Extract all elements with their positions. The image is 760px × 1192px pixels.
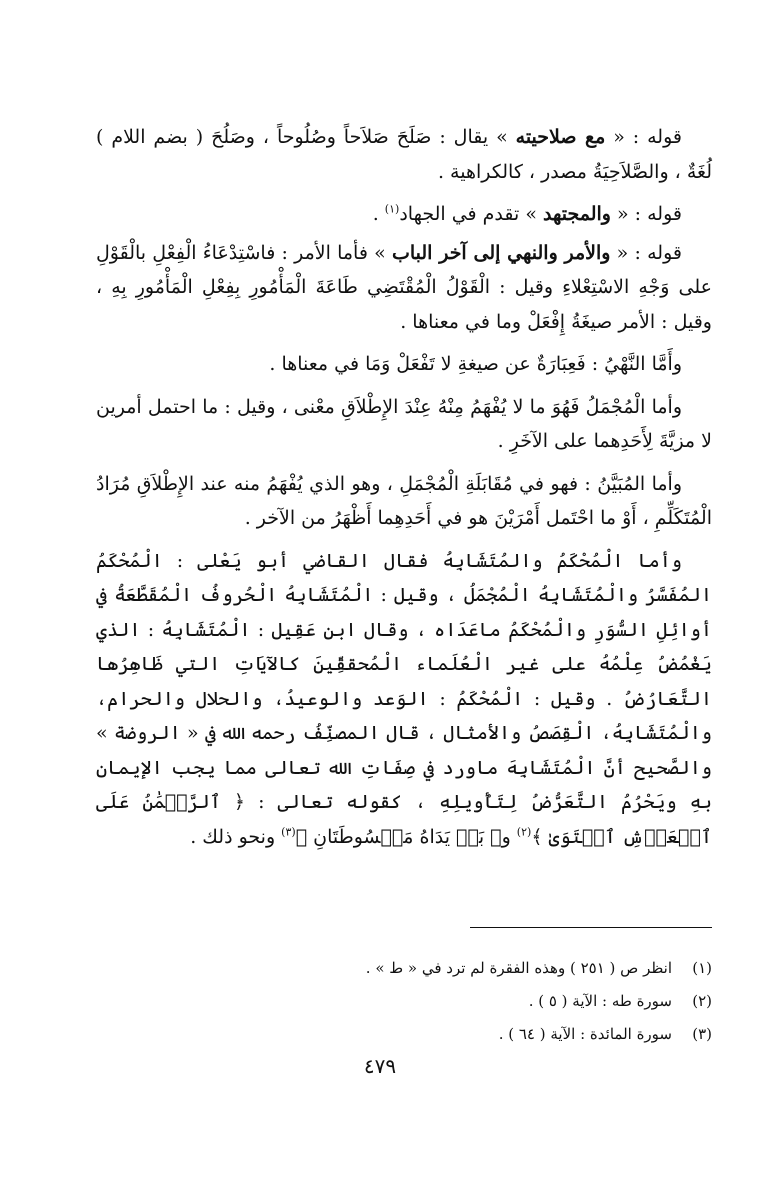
paragraph-mujmal: وأما الْمُجْمَلُ فَهُوَ ما لا يُفْهَمُ مِنْهُ عِنْدَ الإِطْلاَقِ معْنى ، وقيل : ما احتمل أمرين لا مزيَّةَ لِأَحَدِهما على الآخَرِ . bbox=[96, 395, 712, 452]
footnote-ref: (١) bbox=[384, 202, 400, 216]
quoted-term: والأمر والنهي إلى آخر الباب bbox=[391, 241, 611, 264]
page-number: ٤٧٩ bbox=[363, 1054, 397, 1078]
main-text bbox=[96, 120, 712, 862]
paragraph-nahy: وأَمَّا النَّهْيُ : فَعِبَارَةٌ عن صيغةِ لا تَفْعَلْ وَمَا في معناها . bbox=[269, 353, 682, 375]
footnotes bbox=[96, 952, 712, 1051]
footnote-divider bbox=[470, 927, 712, 928]
footnote-item: (٣)سورة المائدة : الآية ( ٦٤ ) . bbox=[498, 1025, 712, 1043]
paragraph-mubayyan: وأما المُبَيَّنُ : فهو في مُقَابَلَةِ الْمُجْمَلِ ، وهو الذي يُفْهَمُ منه عند الإِطْلاَقِ مُرَادُ الْمُتَكَلِّمِ ، أَوْ ما احْتَمل أَمْرَيْنَ هو في أَحَدِهِما أَظْهَرُ من الآخر . bbox=[96, 472, 712, 529]
footnote-ref: (٢) bbox=[516, 825, 532, 839]
paragraph-salahiya: قوله : « مع صلاحيته » يقال : صَلَحَ صَلاَحاً وصُلُوحاً ، وصَلُحَ ( بضم اللام ) لُغَةٌ ، والصَّلاَحِيَةُ مصدر ، كالكراهية . bbox=[96, 126, 712, 183]
quoted-term: والمجتهد bbox=[543, 203, 611, 225]
footnote-ref: (٣) bbox=[281, 825, 296, 839]
footnote-item: (٢)سورة طه : الآية ( ٥ ) . bbox=[528, 992, 712, 1010]
footnote-item: (١)انظر ص ( ٢٥١ ) وهذه الفقرة لم ترد في « ط » . bbox=[365, 959, 712, 977]
paragraph-muhkam: وأما الْمُحْكَمُ والمُتَشَابِهُ فقال القاضي أبو يَعْلى : الْمُحْكَمُ المُفَسَّرُ والْمُتَشَابِهُ الْمُجْمَلُ ، وقيل : الْمُتَشَابِهُ الْحُروفُ الْمُقَطَّعَةُ في أوائِلِ السُّوَرِ والْمُحْكَمُ ماعَدَاه ، وقال ابن عَقِيل : الْمُتَشَابِهُ : الذي يَغْمُضُ عِلْمُهُ على غير الْعُلَماء الْمُحققِّينَ كالآيَاتِ التي ظَاهِرُها التَّعَارُضُ . وقيل : الْمُحْكَمُ : الوَعد والوعيدُ، والحلال والحرام، والْمُتَشَابِهُ، الْقِصَصُ والأمثال ، قال المصنِّفُ رحمه الله في « الروضة » والصَّحيح أنَّ الْمُتَشَابِهَ ماورد في صِفَاتِ الله تعالى مما يجب الإيمان بهِ ويَحْرُمُ التَّعَرُّضُ لِتَأْويلِهِ ، كقوله تعالى : ﴿ ٱلرَّحۡمَٰنُ عَلَى ٱلۡعَرۡشِ ٱسۡتَوَىٰ ﴾$^{(٢)}$ و﴿ بَلۡ يَدَاهُ مَبۡسُوطَتَانِ ﴾$^{(٣)}$ ونحو ذلك . bbox=[96, 549, 712, 848]
quoted-term: مع صلاحيته bbox=[515, 126, 606, 148]
paragraph-mujtahid: قوله : « والمجتهد » تقدم في الجهاد$^{(١)}$ . bbox=[372, 202, 682, 225]
paragraph-amr-nahy: قوله : « والأمر والنهي إلى آخر الباب » فأما الأمر : فاسْتِدْعَاءُ الْفِعْلِ بالْقَوْلِ على وَجْهِ الاسْتِعْلاءِ وقيل : الْقَوْلُ الْمُقْتَضِي طَاعَةَ الْمَأْمُورِ بِفِعْلِ الْمَأْمُورِ بِهِ ، وقيل : الأمر صيغَةُ إِفْعَلْ وما في معناها . bbox=[96, 241, 712, 333]
